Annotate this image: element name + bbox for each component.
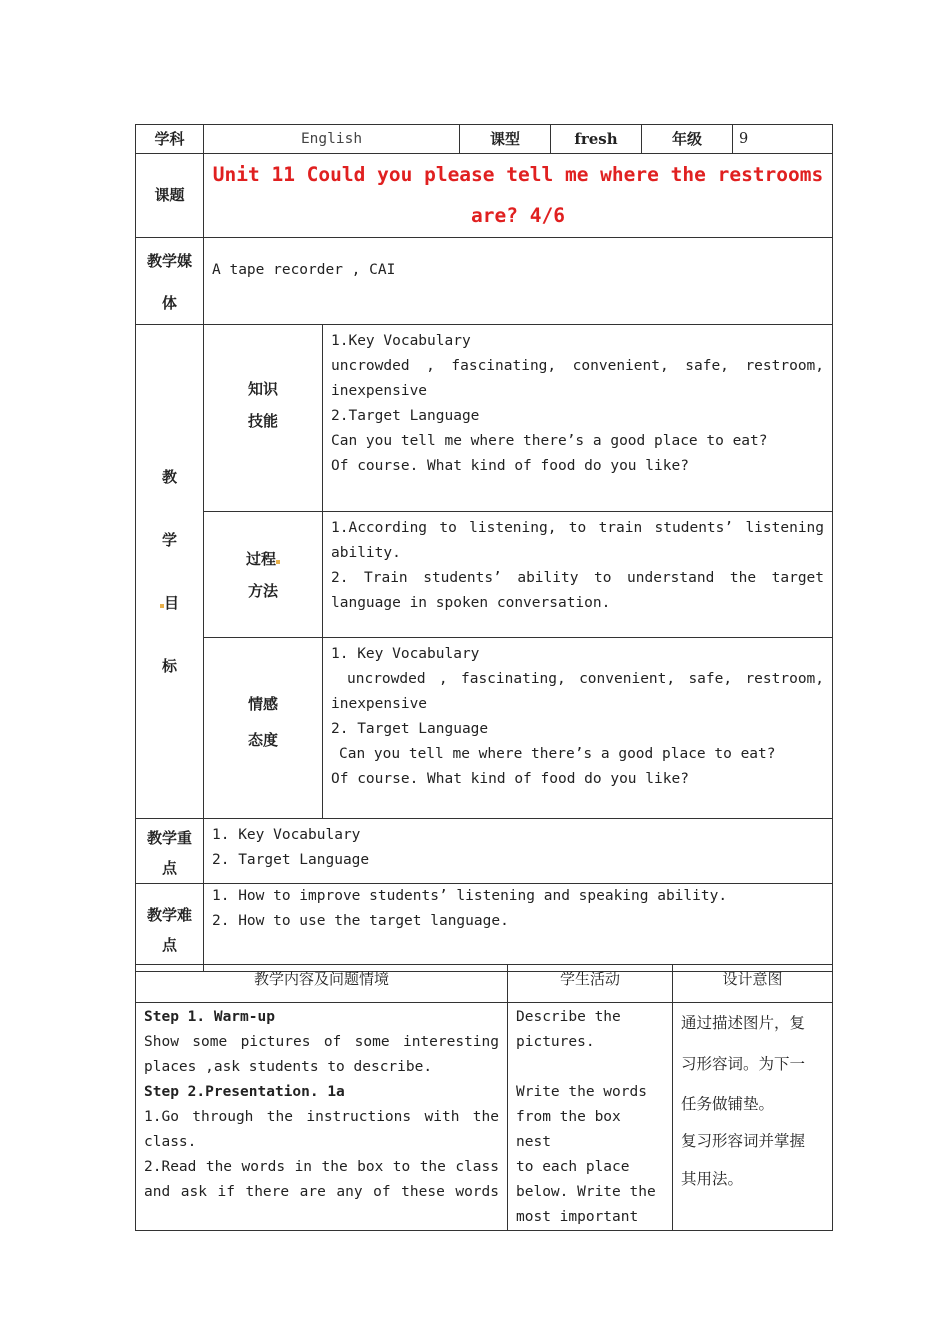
type-label: 课型 <box>460 125 551 154</box>
content-line: 1.Go through the instructions with the <box>144 1109 499 1125</box>
intent-line: 通过描述图片，复 <box>681 1014 806 1032</box>
difficulties-label <box>136 884 204 972</box>
difficulties-label-text: 教学难点 <box>146 906 192 954</box>
page-title <box>204 154 833 238</box>
key-points-label <box>136 819 204 884</box>
key-points-content <box>204 819 833 884</box>
attitude-line: 2. Target Language <box>331 721 489 737</box>
content-line: class. <box>144 1134 197 1150</box>
knowledge-line: inexpensive <box>331 383 428 399</box>
process-line: 2. Train students’ ability to understand the target <box>331 570 825 586</box>
attitude-label-1: 情感 <box>247 695 278 713</box>
knowledge-line: Of course. What kind of food do you like? <box>331 458 689 474</box>
student-line: most important <box>516 1209 639 1225</box>
difficulties-content <box>204 884 833 972</box>
knowledge-line: Can you tell me where there’s a good place to eat? <box>331 433 768 449</box>
subject-label: 学科 <box>136 125 204 154</box>
media-label-text: 教学媒体 <box>146 252 192 312</box>
objectives-char-3-text: 目 <box>163 593 179 612</box>
objectives-char-4: 标 <box>161 656 177 675</box>
content-cell <box>136 1003 508 1231</box>
process-line: language in spoken conversation. <box>331 595 611 611</box>
header-content: 教学内容及问题情境 <box>136 965 508 1003</box>
student-line: Describe the <box>516 1009 621 1025</box>
intent-line: 复习形容词并掌握 <box>681 1132 806 1150</box>
process-content <box>323 512 833 638</box>
type-value: fresh <box>551 125 642 154</box>
knowledge-label-1: 知识 <box>247 380 278 398</box>
attitude-line: Can you tell me where there’s a good place to eat? <box>339 746 776 762</box>
grade-value: 9 <box>733 125 833 154</box>
header-intent: 设计意图 <box>673 965 833 1003</box>
attitude-line: inexpensive <box>331 696 428 712</box>
student-line: pictures. <box>516 1034 595 1050</box>
attitude-line: Of course. What kind of food do you like? <box>331 771 689 787</box>
objectives-label <box>136 325 204 819</box>
lesson-plan-table <box>135 124 833 972</box>
attitude-line: uncrowded , fascinating, convenient, safe, restroom, <box>347 671 825 687</box>
difficulty-item: 1. How to improve students’ listening and speaking ability. <box>212 888 728 904</box>
intent-line: 任务做铺垫。 <box>681 1095 775 1113</box>
attitude-label-2: 态度 <box>247 731 278 749</box>
knowledge-line: uncrowded , fascinating, convenient, safe, restroom, <box>331 358 825 374</box>
process-label-2: 方法 <box>247 581 278 600</box>
intent-cell <box>673 1003 833 1231</box>
key-points-label-text: 教学重点 <box>146 829 192 877</box>
process-label <box>204 512 323 638</box>
student-line: below. Write the <box>516 1184 656 1200</box>
intent-line: 习形容词。为下一 <box>681 1055 806 1073</box>
student-line: Write the words <box>516 1084 647 1100</box>
knowledge-label-2: 技能 <box>247 412 278 430</box>
difficulty-item: 2. How to use the target language. <box>212 913 509 929</box>
subject-value: English <box>204 125 460 154</box>
process-label-1-text: 过程 <box>245 549 276 568</box>
title-line-2: are? 4/6 <box>471 204 565 227</box>
student-line-blank <box>516 1055 664 1080</box>
student-line: to each place <box>516 1159 630 1175</box>
attitude-label <box>204 638 323 819</box>
knowledge-label <box>204 325 323 512</box>
media-value: A tape recorder , CAI <box>204 238 833 325</box>
objectives-char-1: 教 <box>161 467 177 486</box>
knowledge-content <box>323 325 833 512</box>
content-line: 2.Read the words in the box to the class <box>144 1159 499 1175</box>
process-label-1 <box>204 543 322 575</box>
grade-label: 年级 <box>642 125 733 154</box>
knowledge-line: 1.Key Vocabulary <box>331 333 471 349</box>
student-line: from the box nest <box>516 1109 621 1150</box>
attitude-line: 1. Key Vocabulary <box>331 646 480 662</box>
attitude-content <box>323 638 833 819</box>
objectives-char-2: 学 <box>161 530 177 549</box>
intent-line: 其用法。 <box>681 1170 744 1188</box>
process-line: ability. <box>331 545 401 561</box>
content-line: Show some pictures of some interesting <box>144 1034 499 1050</box>
content-line: places ,ask students to describe. <box>144 1059 433 1075</box>
activities-table <box>135 964 833 1231</box>
step-heading: Step 2.Presentation. 1a <box>144 1084 345 1100</box>
step-heading: Step 1. Warm-up <box>144 1009 275 1025</box>
student-cell <box>508 1003 673 1231</box>
content-line: and ask if there are any of these words <box>144 1184 499 1200</box>
knowledge-line: 2.Target Language <box>331 408 480 424</box>
objectives-char-3 <box>136 591 203 616</box>
key-point-item: 2. Target Language <box>212 852 370 868</box>
title-line-1: Unit 11 Could you please tell me where the restrooms <box>212 163 824 186</box>
header-student: 学生活动 <box>508 965 673 1003</box>
media-label <box>136 238 204 325</box>
topic-label: 课题 <box>136 154 204 238</box>
process-line: 1.According to listening, to train students’ listening <box>331 520 825 536</box>
key-point-item: 1. Key Vocabulary <box>212 827 361 843</box>
